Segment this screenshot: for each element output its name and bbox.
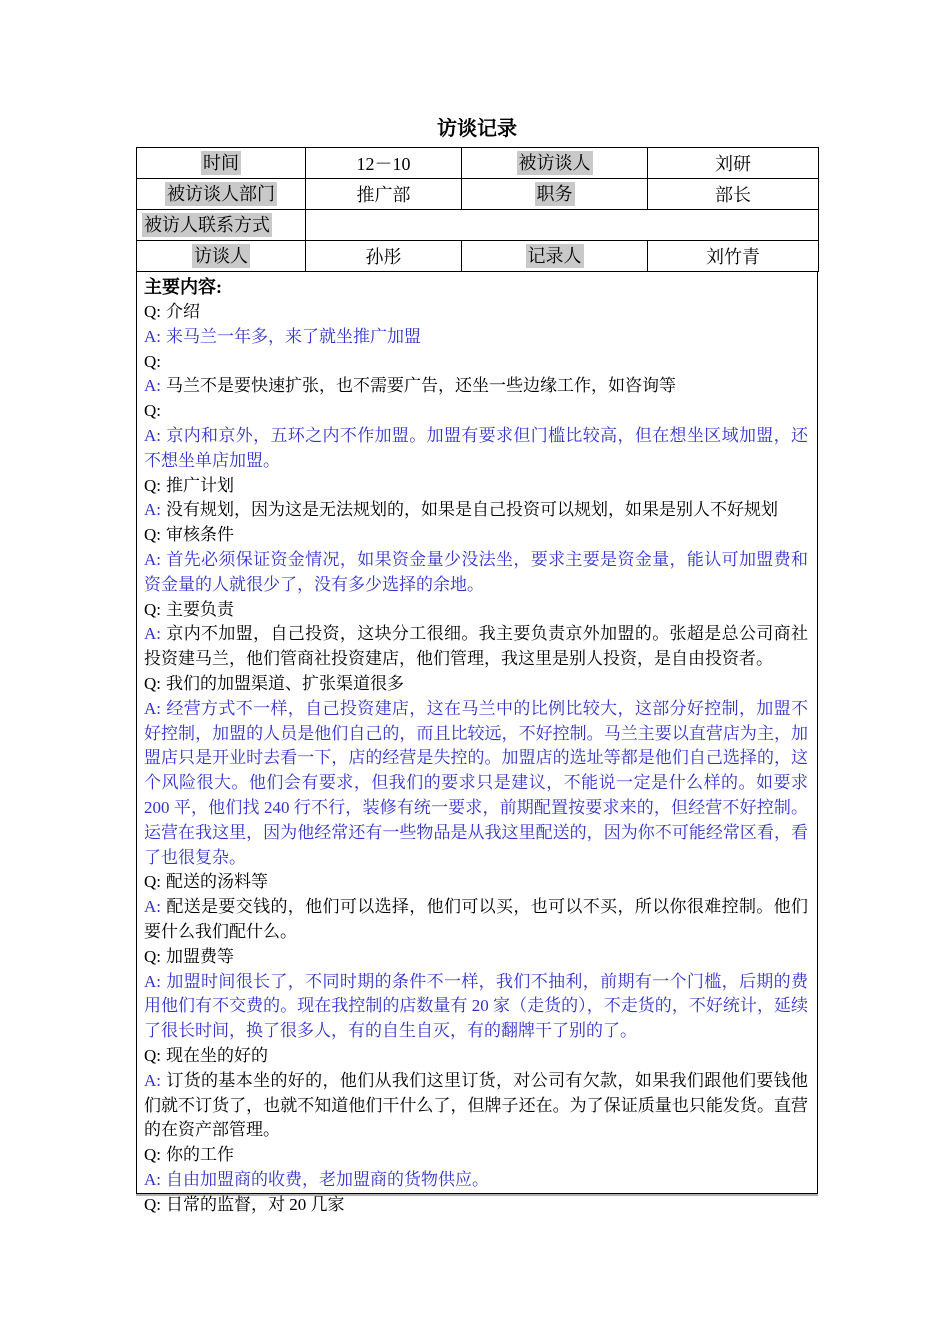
cell-interviewee-label — [462, 148, 648, 179]
answer-line — [144, 498, 808, 523]
question-text: 你的工作 — [166, 1145, 234, 1165]
answer-line — [144, 1168, 808, 1193]
question-prefix: Q: — [144, 673, 161, 693]
answer-prefix: A: — [144, 624, 161, 644]
recorder-value: 刘竹青 — [706, 247, 760, 267]
question-text: 日常的监督，对 20 几家 — [166, 1194, 345, 1214]
question-line — [144, 1193, 808, 1218]
contact-label: 被访人联系方式 — [144, 215, 270, 235]
question-line — [144, 523, 808, 548]
answer-line — [144, 970, 808, 1044]
interviewer-label: 访谈人 — [194, 246, 248, 266]
answer-line — [144, 622, 808, 672]
answer-prefix: A: — [144, 1070, 161, 1090]
main-content-section — [136, 272, 818, 1214]
question-prefix: Q: — [144, 1194, 161, 1214]
department-value: 推广部 — [356, 185, 411, 205]
cell-interviewer-value — [306, 241, 462, 272]
qa-list — [144, 300, 808, 1217]
answer-text: 加盟时间很长了，不同时期的条件不一样，我们不抽利，前期有一个门槛，后期的费用他们有不交费的。现在我控制的店数量有 20 家（走货的），不走货的，不好统计，延续了很长时间，换了很多人，有的自生自灭，有的翻牌干了别的了。 — [144, 971, 808, 1041]
question-prefix: Q: — [144, 946, 161, 966]
question-text: 主要负责 — [166, 599, 234, 619]
interview-info-table — [136, 147, 819, 272]
recorder-label: 记录人 — [527, 246, 582, 266]
answer-text: 首先必须保证资金情况，如果资金量少没法坐，要求主要是资金量，能认可加盟费和资金量的人就很少了，没有多少选择的余地。 — [144, 549, 808, 594]
question-prefix: Q: — [144, 302, 161, 321]
answer-text: 京内不加盟，自己投资，这块分工很细。我主要负责京外加盟的。张超是总公司商社投资建马兰，他们管商社投资建店，他们管理，我这里是别人投资，是自由投资者。 — [144, 624, 808, 669]
question-line — [144, 672, 808, 697]
interviewee-label: 被访谈人 — [518, 153, 591, 173]
main-content-heading: 主要内容: — [144, 277, 222, 297]
question-line — [144, 1143, 808, 1168]
table-row-department — [137, 179, 819, 210]
question-text: 我们的加盟渠道、扩张渠道很多 — [166, 673, 404, 693]
question-prefix: Q: — [144, 872, 161, 892]
answer-prefix: A: — [144, 971, 161, 991]
time-label: 时间 — [203, 153, 239, 173]
question-prefix: Q: — [144, 475, 161, 495]
question-line — [144, 399, 808, 424]
cell-department-value — [306, 179, 462, 210]
question-line — [144, 945, 808, 970]
answer-text: 订货的基本坐的好的，他们从我们这里订货，对公司有欠款，如果我们跟他们要钱他们就不订货了，也就不知道他们干什么了，但牌子还在。为了保证质量也只能发货。直营的在资产部管理。 — [144, 1070, 808, 1140]
answer-text: 来马兰一年多，来了就坐推广加盟 — [166, 326, 421, 346]
question-prefix: Q: — [144, 1045, 161, 1065]
answer-prefix: A: — [144, 500, 161, 520]
answer-line — [144, 697, 808, 871]
answer-text: 经营方式不一样，自己投资建店，这在马兰中的比例比较大，这部分好控制，加盟不好控制，加盟的人员是他们自己的，而且比较远，不好控制。马兰主要以直营店为主，加盟店只是开业时去看一下，店的经营是失控的。加盟店的选址等都是他们自己选择的，这个风险很大。他们会有要求，但我们的要求只是建议，不能说一定是什么样的。如要求 200 平，他们找 240 行不行，装修有统一要求，前期配置按要求来的，但经营不好控制。运营在我这里，因为他经常还有一些物品是从我这里配送的，因为你不可能经常区看，看了也很复杂。 — [144, 698, 808, 867]
cell-time-value — [306, 148, 462, 179]
question-prefix: Q: — [144, 401, 161, 421]
question-text: 介绍 — [166, 302, 200, 321]
cell-interviewer-label — [137, 241, 306, 272]
answer-prefix: A: — [144, 549, 161, 569]
answer-line — [144, 1069, 808, 1143]
cell-position-label — [462, 179, 648, 210]
answer-text: 配送是要交钱的，他们可以选择，他们可以买，也可以不买，所以你很难控制。他们要什么我们配什么。 — [144, 897, 808, 941]
question-line — [144, 300, 808, 325]
question-line — [144, 870, 808, 895]
document-body — [136, 116, 818, 1214]
answer-prefix: A: — [144, 425, 161, 445]
question-text: 配送的汤料等 — [166, 872, 268, 892]
answer-text: 没有规划，因为这是无法规划的，如果是自己投资可以规划，如果是别人不好规划 — [166, 500, 778, 520]
answer-line — [144, 325, 808, 350]
cell-interviewee-value — [648, 148, 819, 179]
question-line — [144, 350, 808, 375]
answer-line — [144, 895, 808, 945]
question-text: 现在坐的好的 — [166, 1045, 268, 1065]
cell-recorder-label — [462, 241, 648, 272]
cell-time-label — [137, 148, 306, 179]
position-label: 职务 — [536, 184, 573, 204]
time-value: 12－10 — [356, 154, 411, 174]
cell-contact-label — [137, 210, 306, 241]
answer-prefix: A: — [144, 1169, 161, 1189]
cell-contact-value — [306, 210, 819, 241]
answer-prefix: A: — [144, 376, 161, 396]
department-label: 被访谈人部门 — [167, 184, 275, 204]
question-prefix: Q: — [144, 351, 161, 371]
document-title: 访谈记录 — [437, 118, 517, 140]
answer-text: 京内和京外，五环之内不作加盟。加盟有要求但门槛比较高，但在想坐区域加盟，还不想坐单店加盟。 — [144, 425, 808, 470]
interviewee-value: 刘研 — [715, 154, 751, 174]
answer-prefix: A: — [144, 698, 161, 718]
position-value: 部长 — [715, 185, 751, 205]
answer-prefix: A: — [144, 897, 161, 917]
question-line — [144, 1044, 808, 1069]
question-prefix: Q: — [144, 525, 161, 545]
answer-prefix: A: — [144, 326, 161, 346]
answer-text: 马兰不是要快速扩张，也不需要广告，还坐一些边缘工作，如咨询等 — [166, 376, 676, 396]
answer-line — [144, 374, 808, 399]
cell-recorder-value — [648, 241, 819, 272]
question-text: 推广计划 — [166, 475, 234, 495]
question-text: 审核条件 — [166, 525, 234, 545]
question-text: 加盟费等 — [166, 946, 234, 966]
table-row-interviewer — [137, 241, 819, 272]
answer-text: 自由加盟商的收费，老加盟商的货物供应。 — [166, 1169, 489, 1189]
question-prefix: Q: — [144, 599, 161, 619]
question-line — [144, 598, 808, 623]
question-prefix: Q: — [144, 1145, 161, 1165]
answer-line — [144, 424, 808, 474]
table-row-time — [137, 148, 819, 179]
interviewer-value: 孙彤 — [365, 247, 402, 267]
cell-department-label — [137, 179, 306, 210]
table-row-contact — [137, 210, 819, 241]
question-line — [144, 474, 808, 499]
answer-line — [144, 548, 808, 598]
cell-position-value — [648, 179, 819, 210]
